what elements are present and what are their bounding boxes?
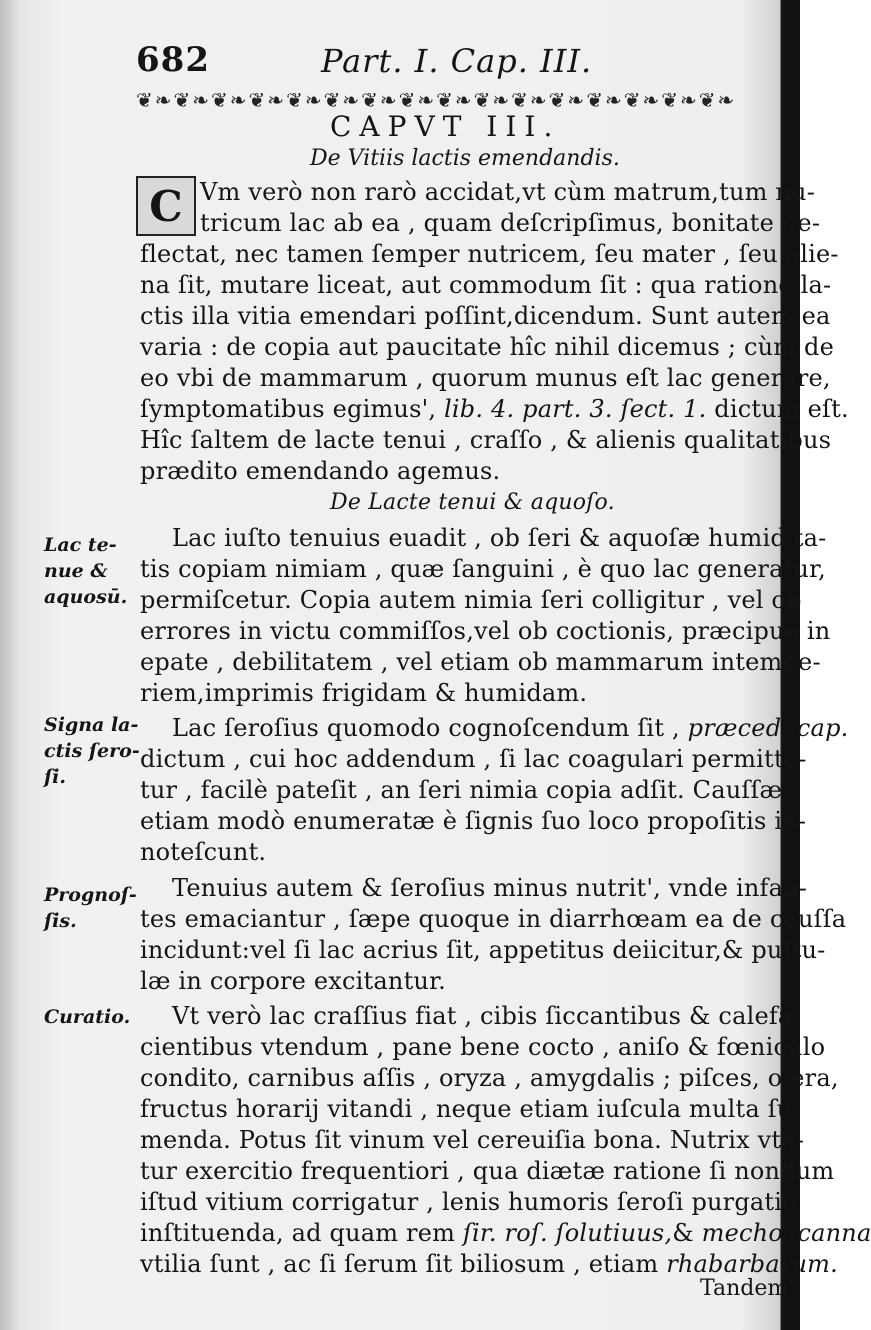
text-line: dictum , cui hoc addendum , ſi lac coagulari permitta- — [140, 745, 807, 773]
text-line: noteſcunt. — [140, 838, 267, 866]
text-line — [140, 395, 849, 423]
text-line: flectat, nec tamen ſemper nutricem, ſeu mater , ſeu alie- — [140, 240, 839, 268]
margin-note-line: aquosū. — [44, 586, 128, 608]
ornament-band: ❦❧❦❧❦❧❦❧❦❧❦❧❦❧❦❧❦❧❦❧❦❧❦❧❦❧❦❧❦❧❦❧ — [136, 88, 737, 112]
text-line: condito, carnibus aſſis , oryza , amygdalis ; piſces, olera, — [140, 1064, 839, 1092]
citation: rhabarbarum. — [666, 1250, 838, 1278]
margin-note-line: Signa la- — [44, 714, 139, 736]
margin-note-line: Lac te- — [44, 534, 117, 556]
text-line: na ſit, mutare liceat, aut commodum ſit : qua ratione la- — [140, 271, 832, 299]
text-line: incidunt:vel ſi lac acrius ſit, appetitus deiicitur,& puſtu- — [140, 936, 826, 964]
margin-note — [44, 712, 140, 790]
text-line: eo vbi de mammarum , quorum munus eſt lac generare, — [140, 364, 831, 392]
text-line: læ in corpore excitantur. — [140, 967, 446, 995]
text-line — [140, 1250, 838, 1278]
catchword: Tandem — [700, 1276, 789, 1301]
text-line: tricum lac ab ea , quam deſcripſimus, bonitate de- — [200, 209, 821, 237]
text-fragment: Lac ſeroſius quomodo cognoſcendum ſit , — [172, 714, 688, 742]
text-line — [140, 1219, 871, 1247]
text-line: tes emaciantur , ſæpe quoque in diarrhœam ea de cauſſa — [140, 905, 847, 933]
margin-note-line: ctis ſero- — [44, 740, 140, 762]
chapter-subtitle: De Vitiis lactis emendandis. — [310, 146, 620, 171]
margin-note-line: nue & — [44, 560, 108, 582]
page-number: 682 — [136, 40, 210, 80]
text-line: iſtud vitium corrigatur , lenis humoris ſeroſi purgatio — [140, 1188, 797, 1216]
text-line: Tenuius autem & ſeroſius minus nutrit', vnde infan- — [172, 874, 808, 902]
text-line: epate , debilitatem , vel etiam ob mammarum intempe- — [140, 648, 821, 676]
citation: lib. 4. part. 3. ſect. 1. — [444, 395, 707, 423]
page-header — [136, 40, 776, 84]
text-line: Lac iuſto tenuius euadit , ob ſeri & aquoſæ humidita- — [172, 524, 827, 552]
text-line: tur exercitio frequentiori , qua diætæ ratione ſi nondum — [140, 1157, 835, 1185]
text-line: riem,imprimis frigidam & humidam. — [140, 679, 588, 707]
citation: mechoacanna — [701, 1219, 871, 1247]
text-fragment: vtilia ſunt , ac ſi ſerum ſit biliosum , etiam — [140, 1250, 667, 1278]
margin-note-line: Prognoſ- — [44, 884, 137, 906]
text-line: tur , facilè pateſit , an ſeri nimia copia adſit. Cauſſæ — [140, 776, 783, 804]
text-line: tis copiam nimiam , quæ ſanguini , è quo lac generatur, — [140, 555, 826, 583]
text-line: etiam modò enumeratæ è ſignis ſuo loco propoſitis in- — [140, 807, 807, 835]
margin-note-line: Curatio. — [44, 1006, 131, 1028]
text-line — [172, 714, 848, 742]
text-fragment: inſtituenda, ad quam rem — [140, 1219, 463, 1247]
text-line: ctis illa vitia emendari poſſint,dicendum. Sunt autem ea — [140, 302, 831, 330]
text-line: permiſcetur. Copia autem nimia ſeri colligitur , vel ob — [140, 586, 802, 614]
citation: ſir. roſ. ſolutiuus, — [462, 1219, 673, 1247]
margin-note — [44, 532, 127, 610]
text-line: Vt verò lac craſſius fiat , cibis ſiccantibus & calefa- — [172, 1002, 801, 1030]
drop-cap: C — [136, 176, 196, 236]
section-heading: De Lacte tenui & aquoſo. — [330, 490, 615, 515]
chapter-title: CAPVT III. — [330, 110, 561, 143]
margin-note-line: ſis. — [44, 910, 77, 932]
running-head: Part. I. Cap. III. — [321, 42, 593, 80]
citation: præced. cap. — [687, 714, 849, 742]
text-line: fructus horarij vitandi , neque etiam iuſcula multa ſu- — [140, 1095, 801, 1123]
text-line: Hîc ſaltem de lacte tenui , craſſo , & alienis qualitatibus — [140, 426, 832, 454]
text-line: errores in victu commiſſos,vel ob coctionis, præcipuè in — [140, 617, 831, 645]
text-line: menda. Potus ſit vinum vel cereuiſia bona. Nutrix vta- — [140, 1126, 805, 1154]
text-fragment: dictum eſt. — [706, 395, 849, 423]
text-line: Vm verò non rarò accidat,vt cùm matrum,tum nu- — [200, 178, 816, 206]
margin-note — [44, 1004, 130, 1030]
text-line: varia : de copia aut paucitate hîc nihil dicemus ; cùm de — [140, 333, 835, 361]
text-line: prædito emendando agemus. — [140, 457, 501, 485]
text-fragment: ſymptomatibus egimus', — [140, 395, 445, 423]
margin-note-line: ſi. — [44, 766, 67, 788]
text-fragment: & — [672, 1219, 702, 1247]
margin-note — [44, 882, 137, 934]
text-line: cientibus vtendum , pane bene cocto , aniſo & fœniculo — [140, 1033, 826, 1061]
